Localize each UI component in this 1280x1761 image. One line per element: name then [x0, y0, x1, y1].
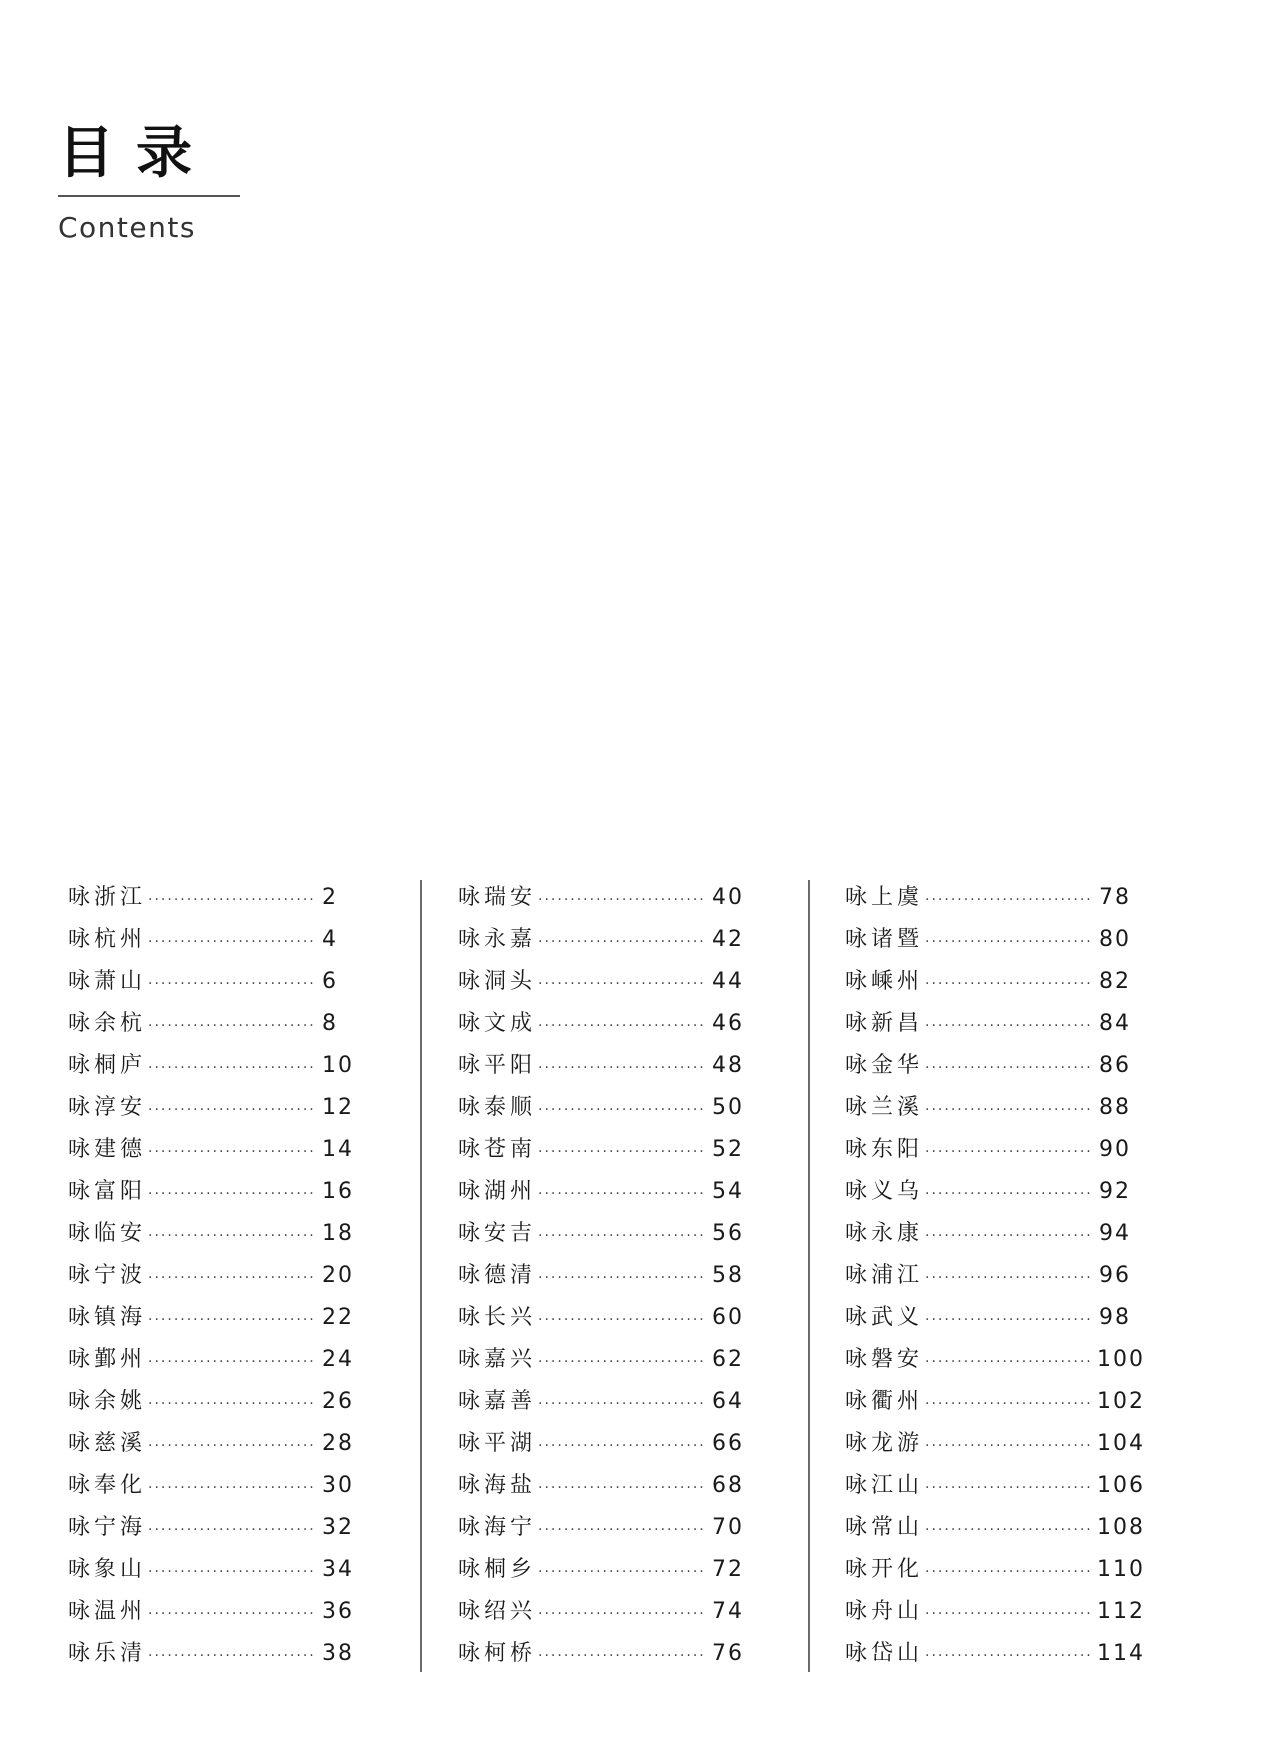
- toc-entry-page-number: 82: [1099, 969, 1131, 994]
- dot-leader: [925, 1522, 1091, 1538]
- dot-leader: [148, 1354, 316, 1370]
- table-of-contents: [0, 880, 1280, 1680]
- dot-leader: [925, 1354, 1091, 1370]
- toc-column-1: [68, 880, 368, 1678]
- toc-entry[interactable]: [458, 1048, 758, 1090]
- toc-entry-title: 咏宁海: [68, 1515, 147, 1540]
- dot-leader: [925, 1144, 1093, 1160]
- dot-leader: [925, 1564, 1091, 1580]
- toc-entry-title: 咏泰顺: [458, 1095, 537, 1120]
- toc-entry-page-number: 4: [322, 927, 338, 952]
- column-divider: [808, 880, 810, 1672]
- toc-entry-page-number: 32: [322, 1515, 354, 1540]
- toc-entry-page-number: 20: [322, 1263, 354, 1288]
- toc-entry[interactable]: [845, 1132, 1145, 1174]
- dot-leader: [148, 892, 316, 908]
- column-divider: [420, 880, 422, 1672]
- toc-entry-title: 咏金华: [845, 1053, 924, 1078]
- dot-leader: [925, 892, 1093, 908]
- dot-leader: [148, 1396, 316, 1412]
- toc-entry[interactable]: [68, 1090, 368, 1132]
- dot-leader: [538, 976, 706, 992]
- dot-leader: [148, 1102, 316, 1118]
- toc-entry-title: 咏兰溪: [845, 1095, 924, 1120]
- dot-leader: [148, 1186, 316, 1202]
- dot-leader: [148, 1606, 316, 1622]
- toc-entry-page-number: 70: [712, 1515, 744, 1540]
- toc-entry[interactable]: [68, 1132, 368, 1174]
- toc-entry[interactable]: [458, 1510, 758, 1552]
- toc-entry-title: 咏桐庐: [68, 1053, 147, 1078]
- toc-entry[interactable]: [458, 1090, 758, 1132]
- toc-entry[interactable]: [845, 1384, 1145, 1426]
- dot-leader: [925, 1018, 1093, 1034]
- toc-entry-title: 咏上虞: [845, 885, 924, 910]
- dot-leader: [925, 1060, 1093, 1076]
- toc-entry-page-number: 62: [712, 1347, 744, 1372]
- toc-entry-page-number: 104: [1097, 1431, 1145, 1456]
- toc-entry-page-number: 78: [1099, 885, 1131, 910]
- toc-entry-title: 咏岱山: [845, 1641, 924, 1666]
- toc-entry-title: 咏萧山: [68, 969, 147, 994]
- toc-entry-title: 咏桐乡: [458, 1557, 537, 1582]
- toc-entry-title: 咏新昌: [845, 1011, 924, 1036]
- dot-leader: [538, 1522, 706, 1538]
- toc-entry-title: 咏宁波: [68, 1263, 147, 1288]
- toc-entry-title: 咏嘉兴: [458, 1347, 537, 1372]
- toc-entry[interactable]: [458, 1132, 758, 1174]
- toc-entry-page-number: 14: [322, 1137, 354, 1162]
- dot-leader: [538, 892, 706, 908]
- dot-leader: [148, 1228, 316, 1244]
- toc-entry-title: 咏富阳: [68, 1179, 147, 1204]
- toc-column-3: [845, 880, 1145, 1678]
- dot-leader: [538, 1228, 706, 1244]
- toc-entry[interactable]: [68, 1510, 368, 1552]
- dot-leader: [925, 1606, 1091, 1622]
- toc-entry-title: 咏海盐: [458, 1473, 537, 1498]
- toc-entry-page-number: 8: [322, 1011, 338, 1036]
- dot-leader: [538, 1312, 706, 1328]
- toc-entry[interactable]: [845, 880, 1145, 922]
- toc-entry-page-number: 98: [1099, 1305, 1131, 1330]
- toc-entry-page-number: 60: [712, 1305, 744, 1330]
- toc-entry[interactable]: [845, 1426, 1145, 1468]
- toc-entry-page-number: 52: [712, 1137, 744, 1162]
- toc-entry[interactable]: [458, 1468, 758, 1510]
- dot-leader: [538, 1564, 706, 1580]
- page-title: 目录: [58, 120, 214, 186]
- dot-leader: [148, 1480, 316, 1496]
- toc-entry[interactable]: [68, 922, 368, 964]
- toc-entry-page-number: 38: [322, 1641, 354, 1666]
- toc-entry-title: 咏嘉善: [458, 1389, 537, 1414]
- toc-entry-page-number: 6: [322, 969, 338, 994]
- dot-leader: [925, 1270, 1093, 1286]
- toc-entry[interactable]: [458, 1594, 758, 1636]
- dot-leader: [538, 1438, 706, 1454]
- toc-entry-page-number: 10: [322, 1053, 354, 1078]
- toc-entry[interactable]: [458, 880, 758, 922]
- toc-entry-page-number: 108: [1097, 1515, 1145, 1540]
- toc-entry-title: 咏鄞州: [68, 1347, 147, 1372]
- toc-entry-page-number: 46: [712, 1011, 744, 1036]
- toc-entry-page-number: 2: [322, 885, 338, 910]
- toc-entry-title: 咏象山: [68, 1557, 147, 1582]
- toc-entry-title: 咏浦江: [845, 1263, 924, 1288]
- toc-entry-title: 咏舟山: [845, 1599, 924, 1624]
- toc-entry[interactable]: [845, 1174, 1145, 1216]
- toc-entry[interactable]: [845, 1594, 1145, 1636]
- toc-entry-page-number: 112: [1097, 1599, 1145, 1624]
- toc-entry-title: 咏诸暨: [845, 927, 924, 952]
- title-underline: [58, 195, 240, 197]
- toc-entry-title: 咏文成: [458, 1011, 537, 1036]
- toc-entry-title: 咏淳安: [68, 1095, 147, 1120]
- toc-entry-title: 咏永嘉: [458, 927, 537, 952]
- toc-entry-page-number: 64: [712, 1389, 744, 1414]
- toc-entry-title: 咏杭州: [68, 927, 147, 952]
- toc-entry[interactable]: [845, 922, 1145, 964]
- dot-leader: [925, 1186, 1093, 1202]
- toc-header: [58, 120, 240, 244]
- toc-entry-title: 咏苍南: [458, 1137, 537, 1162]
- toc-entry[interactable]: [845, 1342, 1145, 1384]
- toc-entry-page-number: 54: [712, 1179, 744, 1204]
- toc-entry-title: 咏龙游: [845, 1431, 924, 1456]
- toc-entry[interactable]: [68, 1342, 368, 1384]
- toc-entry-page-number: 18: [322, 1221, 354, 1246]
- toc-entry-title: 咏平湖: [458, 1431, 537, 1456]
- toc-entry-title: 咏湖州: [458, 1179, 537, 1204]
- toc-entry-title: 咏安吉: [458, 1221, 537, 1246]
- toc-entry-title: 咏洞头: [458, 969, 537, 994]
- toc-entry[interactable]: [845, 1300, 1145, 1342]
- dot-leader: [538, 1102, 706, 1118]
- toc-entry[interactable]: [458, 1636, 758, 1678]
- toc-entry-page-number: 110: [1097, 1557, 1145, 1582]
- toc-entry-page-number: 34: [322, 1557, 354, 1582]
- dot-leader: [538, 1648, 706, 1664]
- toc-entry[interactable]: [68, 1384, 368, 1426]
- toc-entry-title: 咏常山: [845, 1515, 924, 1540]
- dot-leader: [538, 1270, 706, 1286]
- toc-entry[interactable]: [68, 1468, 368, 1510]
- page-subtitle: Contents: [58, 211, 196, 244]
- toc-entry[interactable]: [68, 1552, 368, 1594]
- dot-leader: [148, 1564, 316, 1580]
- toc-column-2: [458, 880, 758, 1678]
- toc-entry[interactable]: [845, 1006, 1145, 1048]
- toc-entry[interactable]: [68, 880, 368, 922]
- toc-entry-title: 咏平阳: [458, 1053, 537, 1078]
- toc-entry[interactable]: [458, 1258, 758, 1300]
- toc-entry-page-number: 84: [1099, 1011, 1131, 1036]
- toc-entry[interactable]: [458, 1174, 758, 1216]
- toc-entry[interactable]: [68, 1426, 368, 1468]
- toc-entry-title: 咏乐清: [68, 1641, 147, 1666]
- toc-entry[interactable]: [845, 1216, 1145, 1258]
- toc-entry[interactable]: [68, 1258, 368, 1300]
- dot-leader: [925, 1438, 1091, 1454]
- toc-entry-page-number: 12: [322, 1095, 354, 1120]
- toc-entry[interactable]: [68, 1006, 368, 1048]
- toc-entry-title: 咏江山: [845, 1473, 924, 1498]
- toc-entry[interactable]: [845, 1636, 1145, 1678]
- toc-entry-title: 咏余姚: [68, 1389, 147, 1414]
- toc-entry-page-number: 24: [322, 1347, 354, 1372]
- toc-entry[interactable]: [458, 922, 758, 964]
- toc-entry-page-number: 106: [1097, 1473, 1145, 1498]
- toc-entry-page-number: 68: [712, 1473, 744, 1498]
- toc-entry-page-number: 16: [322, 1179, 354, 1204]
- toc-entry[interactable]: [458, 1426, 758, 1468]
- toc-entry-title: 咏开化: [845, 1557, 924, 1582]
- toc-entry-page-number: 22: [322, 1305, 354, 1330]
- toc-entry[interactable]: [845, 1510, 1145, 1552]
- dot-leader: [148, 1060, 316, 1076]
- toc-entry-title: 咏长兴: [458, 1305, 537, 1330]
- toc-entry-page-number: 94: [1099, 1221, 1131, 1246]
- dot-leader: [538, 1354, 706, 1370]
- toc-entry[interactable]: [458, 1216, 758, 1258]
- toc-entry-page-number: 44: [712, 969, 744, 994]
- dot-leader: [148, 1438, 316, 1454]
- dot-leader: [925, 1480, 1091, 1496]
- dot-leader: [925, 1648, 1091, 1664]
- toc-entry[interactable]: [845, 1258, 1145, 1300]
- toc-entry-page-number: 36: [322, 1599, 354, 1624]
- toc-entry[interactable]: [845, 1552, 1145, 1594]
- toc-entry-title: 咏武义: [845, 1305, 924, 1330]
- toc-entry-page-number: 114: [1097, 1641, 1145, 1666]
- toc-entry-title: 咏义乌: [845, 1179, 924, 1204]
- dot-leader: [538, 1018, 706, 1034]
- toc-entry[interactable]: [68, 1174, 368, 1216]
- toc-entry-title: 咏温州: [68, 1599, 147, 1624]
- toc-entry-page-number: 50: [712, 1095, 744, 1120]
- dot-leader: [538, 1060, 706, 1076]
- dot-leader: [538, 1186, 706, 1202]
- toc-entry-page-number: 30: [322, 1473, 354, 1498]
- toc-entry-title: 咏柯桥: [458, 1641, 537, 1666]
- toc-entry-title: 咏镇海: [68, 1305, 147, 1330]
- toc-entry-title: 咏奉化: [68, 1473, 147, 1498]
- toc-entry-title: 咏德清: [458, 1263, 537, 1288]
- dot-leader: [925, 1396, 1091, 1412]
- toc-entry-title: 咏海宁: [458, 1515, 537, 1540]
- toc-entry-page-number: 66: [712, 1431, 744, 1456]
- toc-entry-page-number: 90: [1099, 1137, 1131, 1162]
- dot-leader: [538, 934, 706, 950]
- toc-entry[interactable]: [458, 1342, 758, 1384]
- toc-entry[interactable]: [68, 964, 368, 1006]
- dot-leader: [148, 1144, 316, 1160]
- toc-entry-title: 咏磐安: [845, 1347, 924, 1372]
- dot-leader: [148, 1522, 316, 1538]
- toc-entry-title: 咏永康: [845, 1221, 924, 1246]
- toc-entry[interactable]: [68, 1594, 368, 1636]
- toc-entry-title: 咏绍兴: [458, 1599, 537, 1624]
- dot-leader: [538, 1606, 706, 1622]
- dot-leader: [538, 1396, 706, 1412]
- toc-entry-page-number: 76: [712, 1641, 744, 1666]
- toc-entry-page-number: 88: [1099, 1095, 1131, 1120]
- dot-leader: [925, 934, 1093, 950]
- toc-entry-page-number: 26: [322, 1389, 354, 1414]
- toc-entry-page-number: 28: [322, 1431, 354, 1456]
- dot-leader: [925, 976, 1093, 992]
- toc-entry-page-number: 80: [1099, 927, 1131, 952]
- dot-leader: [925, 1312, 1093, 1328]
- toc-entry[interactable]: [845, 964, 1145, 1006]
- toc-entry-page-number: 58: [712, 1263, 744, 1288]
- toc-entry[interactable]: [458, 1006, 758, 1048]
- toc-entry-title: 咏瑞安: [458, 885, 537, 910]
- toc-entry-title: 咏余杭: [68, 1011, 147, 1036]
- toc-entry-title: 咏嵊州: [845, 969, 924, 994]
- dot-leader: [148, 1270, 316, 1286]
- toc-entry[interactable]: [458, 1552, 758, 1594]
- toc-entry-page-number: 40: [712, 885, 744, 910]
- toc-entry-page-number: 102: [1097, 1389, 1145, 1414]
- toc-entry-page-number: 86: [1099, 1053, 1131, 1078]
- toc-entry-title: 咏衢州: [845, 1389, 924, 1414]
- dot-leader: [148, 1018, 316, 1034]
- toc-entry[interactable]: [458, 1384, 758, 1426]
- toc-entry-page-number: 48: [712, 1053, 744, 1078]
- toc-entry[interactable]: [458, 1300, 758, 1342]
- toc-entry-title: 咏建德: [68, 1137, 147, 1162]
- toc-entry[interactable]: [845, 1468, 1145, 1510]
- toc-entry[interactable]: [68, 1636, 368, 1678]
- toc-entry[interactable]: [845, 1048, 1145, 1090]
- dot-leader: [148, 1312, 316, 1328]
- dot-leader: [538, 1144, 706, 1160]
- dot-leader: [148, 976, 316, 992]
- dot-leader: [925, 1228, 1093, 1244]
- toc-entry-page-number: 56: [712, 1221, 744, 1246]
- toc-entry-page-number: 74: [712, 1599, 744, 1624]
- toc-entry-page-number: 42: [712, 927, 744, 952]
- dot-leader: [538, 1480, 706, 1496]
- toc-entry-page-number: 92: [1099, 1179, 1131, 1204]
- toc-entry-title: 咏东阳: [845, 1137, 924, 1162]
- toc-entry[interactable]: [845, 1090, 1145, 1132]
- toc-entry[interactable]: [458, 964, 758, 1006]
- dot-leader: [148, 934, 316, 950]
- toc-entry-page-number: 100: [1097, 1347, 1145, 1372]
- dot-leader: [148, 1648, 316, 1664]
- toc-entry[interactable]: [68, 1048, 368, 1090]
- toc-entry-title: 咏浙江: [68, 885, 147, 910]
- toc-entry-title: 咏临安: [68, 1221, 147, 1246]
- toc-entry-page-number: 96: [1099, 1263, 1131, 1288]
- toc-entry-title: 咏慈溪: [68, 1431, 147, 1456]
- dot-leader: [925, 1102, 1093, 1118]
- toc-entry[interactable]: [68, 1300, 368, 1342]
- toc-entry-page-number: 72: [712, 1557, 744, 1582]
- toc-entry[interactable]: [68, 1216, 368, 1258]
